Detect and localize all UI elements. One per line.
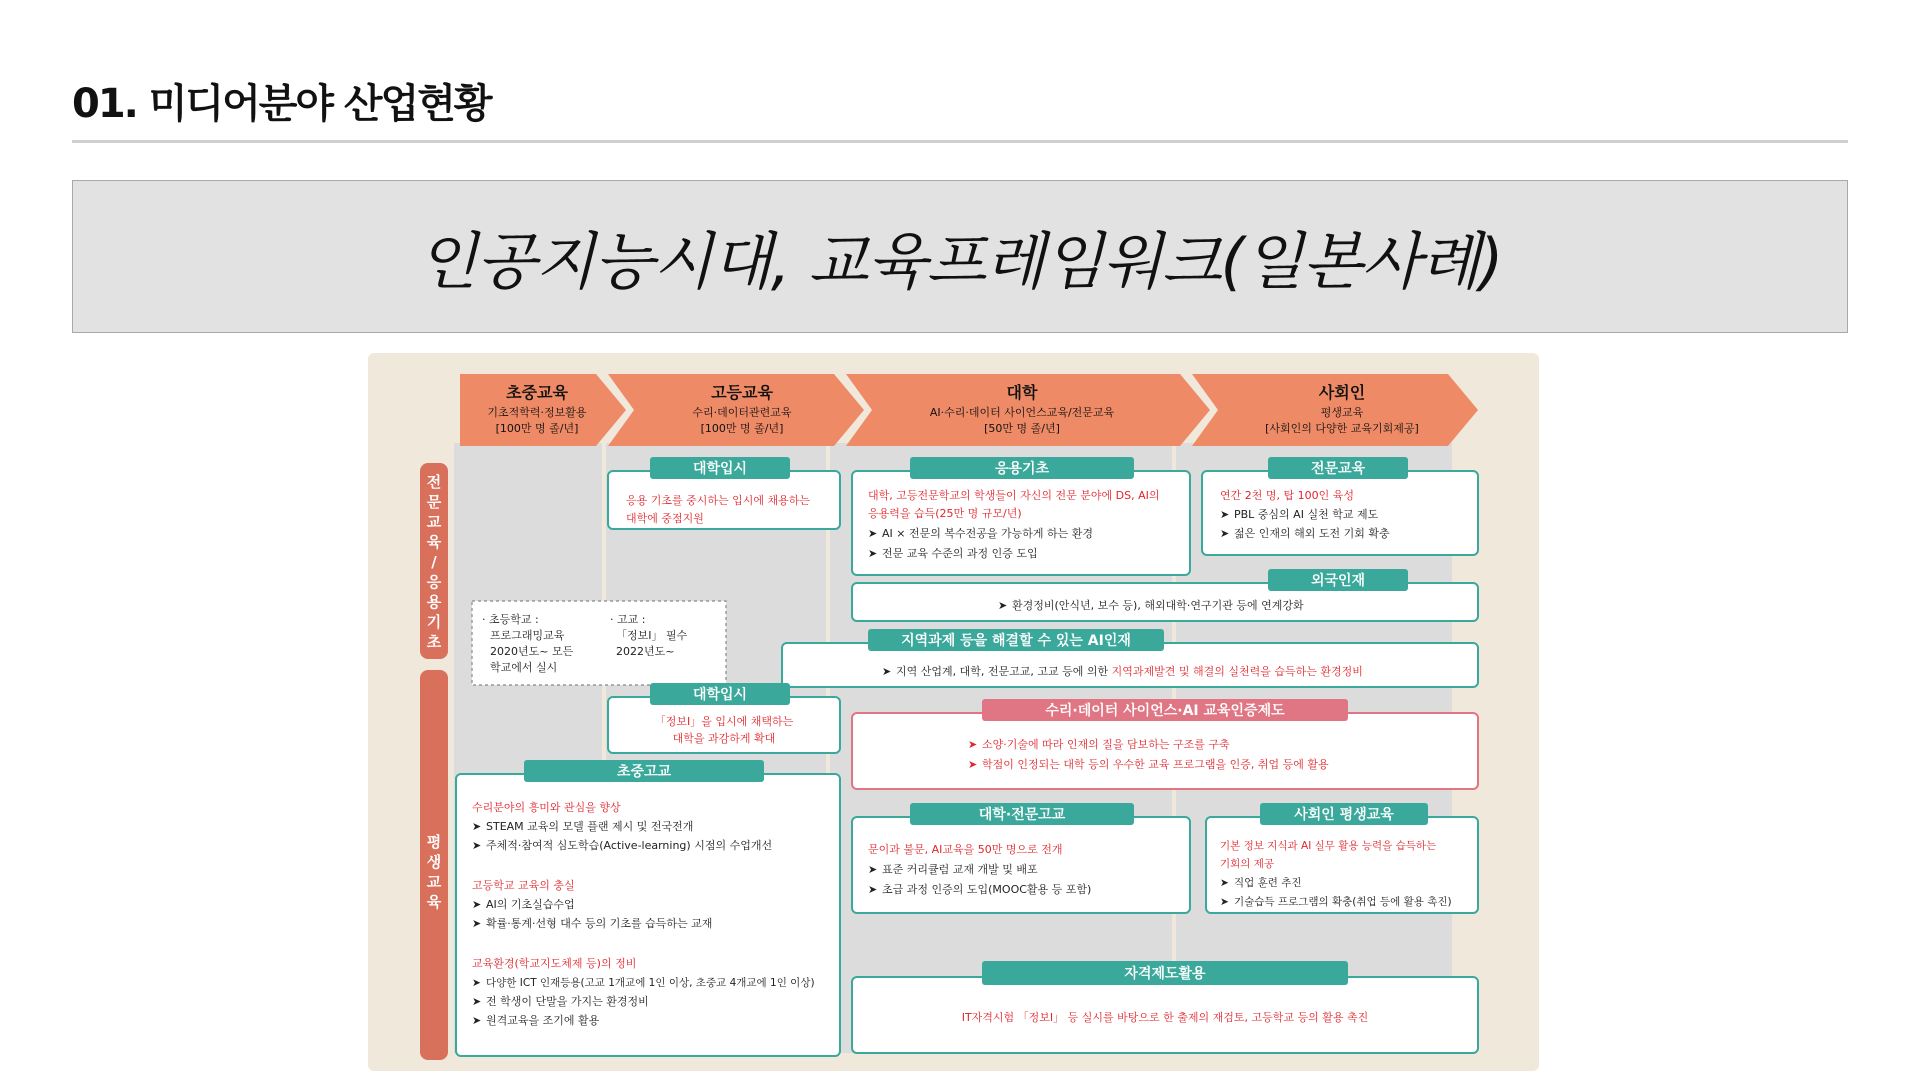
box-heading: 고등학교 교육의 충실 bbox=[472, 879, 575, 892]
tag-regional-ai-talent-label: 지역과제 등을 해결할 수 있는 AI인재 bbox=[901, 633, 1131, 649]
box-certification bbox=[852, 713, 1478, 789]
box-text: 응용 기초를 중시하는 입시에 채용하는 bbox=[626, 494, 811, 507]
box-heading: 수리분야의 흥미와 관심을 향상 bbox=[472, 801, 621, 814]
stage-title: 사회인 bbox=[1318, 383, 1366, 402]
box-text: 대학에 중점지원 bbox=[626, 512, 704, 525]
subtitle-banner bbox=[72, 180, 1848, 333]
box-text: 응용력을 습득(25만 명 규모/년) bbox=[868, 507, 1022, 520]
bullet-icon: ➤ bbox=[472, 995, 482, 1008]
box-text: 확률·통계·선형 대수 등의 기초를 습득하는 교재 bbox=[486, 917, 713, 930]
bullet-icon: ➤ bbox=[472, 839, 482, 852]
box-text bbox=[896, 664, 1363, 678]
tag-univ-technical-label: 대학·전문고교 bbox=[978, 807, 1066, 823]
side-tab-char: 육 bbox=[426, 533, 442, 551]
box-text: 대학을 과감하게 확대 bbox=[672, 732, 776, 745]
note-text: 2022년도~ bbox=[616, 645, 675, 658]
tag-applied-basics-label: 응용기초 bbox=[994, 461, 1050, 477]
side-tab-char: 기 bbox=[426, 613, 442, 631]
box-text-highlight: 지역과제발견 및 해결의 실천력을 습득하는 환경정비 bbox=[1111, 665, 1363, 678]
box-text: 전문 교육 수준의 과정 인증 도입 bbox=[882, 547, 1038, 560]
tag-certification-label: 수리·데이터 사이언스·AI 교육인증제도 bbox=[1045, 703, 1285, 719]
box-text: 전 학생이 단말을 가지는 환경정비 bbox=[486, 995, 649, 1008]
stage-sub: [50만 명 졸/년] bbox=[984, 422, 1060, 435]
side-tab-char: 평 bbox=[426, 833, 442, 851]
side-tab-char: 초 bbox=[426, 633, 442, 651]
title-divider bbox=[72, 140, 1848, 143]
note-text: 학교에서 실시 bbox=[490, 661, 558, 674]
bullet-icon: ➤ bbox=[472, 898, 482, 911]
box-text: 기회의 제공 bbox=[1220, 858, 1275, 870]
tag-qualification-label: 자격제도활용 bbox=[1124, 966, 1206, 982]
bullet-icon: ➤ bbox=[472, 1014, 482, 1027]
box-text: STEAM 교육의 모델 플랜 제시 및 전국전개 bbox=[486, 820, 694, 833]
box-text: 표준 커리큘럼 교재 개발 및 배포 bbox=[882, 863, 1038, 876]
side-tab-char: 응 bbox=[426, 573, 442, 591]
box-text: 「정보Ⅰ」을 입시에 채택하는 bbox=[654, 715, 794, 728]
note-text: 프로그래밍교육 bbox=[490, 629, 565, 642]
page-title: 01. 미디어분야 산업현황 bbox=[72, 81, 491, 127]
bullet-icon: ➤ bbox=[472, 820, 482, 833]
box-text: 다양한 ICT 인재등용(고교 1개교에 1인 이상, 초중교 4개교에 1인 이상) bbox=[486, 977, 815, 989]
box-text: 연간 2천 명, 탑 100인 육성 bbox=[1220, 489, 1354, 502]
box-text-part: 지역 산업계, 대학, 전문고교, 고교 등에 의한 bbox=[896, 665, 1112, 678]
side-tab-char: 문 bbox=[426, 493, 442, 511]
bullet-icon: ➤ bbox=[472, 977, 481, 989]
tag-foreign-talent-label: 외국인재 bbox=[1310, 573, 1366, 589]
side-tab-char: 생 bbox=[426, 853, 442, 871]
note-text: · 고교 : bbox=[610, 613, 646, 626]
tag-k12-label: 초중고교 bbox=[616, 764, 672, 780]
box-text: IT자격시험 「정보Ⅰ」 등 실시를 바탕으로 한 출제의 재검토, 고등학교 등의 활용 촉진 bbox=[961, 1011, 1369, 1024]
box-text: 기술습득 프로그램의 확충(취업 등에 활용 촉진) bbox=[1234, 896, 1452, 908]
stage-sub: 수리·데이터관련교육 bbox=[692, 406, 792, 419]
box-text: 학점이 인정되는 대학 등의 우수한 교육 프로그램을 인증, 취업 등에 활용 bbox=[982, 758, 1329, 771]
bullet-icon: ➤ bbox=[882, 665, 892, 678]
box-text: 주체적·참여적 심도학습(Active-learning) 시점의 수업개선 bbox=[486, 839, 773, 852]
box-text: 환경정비(안식년, 보수 등), 해외대학·연구기관 등에 연계강화 bbox=[1012, 599, 1304, 612]
bullet-icon: ➤ bbox=[1220, 527, 1230, 540]
note-text: 「정보Ⅰ」 필수 bbox=[616, 629, 688, 642]
side-tab-char: 육 bbox=[426, 893, 442, 911]
box-text: 소양·기술에 따라 인재의 질을 담보하는 구조를 구축 bbox=[982, 738, 1230, 751]
stage-sub: 평생교육 bbox=[1320, 406, 1364, 419]
bullet-icon: ➤ bbox=[968, 758, 978, 771]
box-text: 기본 정보 지식과 AI 실무 활용 능력을 습득하는 bbox=[1220, 840, 1437, 852]
box-text: PBL 중심의 AI 실천 학교 제도 bbox=[1234, 508, 1379, 521]
stage-title: 대학 bbox=[1006, 383, 1038, 402]
bullet-icon: ➤ bbox=[472, 917, 482, 930]
stage-sub: 기초적학력·정보활용 bbox=[487, 406, 587, 419]
bullet-icon: ➤ bbox=[1220, 896, 1229, 908]
tag-admission-1-label: 대학입시 bbox=[692, 461, 748, 477]
box-text: 대학, 고등전문학교의 학생들이 자신의 전문 분야에 DS, AI의 bbox=[868, 489, 1160, 502]
tag-specialist-label: 전문교육 bbox=[1310, 461, 1366, 477]
side-tab-char: / bbox=[431, 553, 437, 571]
box-text: AI의 기초실습수업 bbox=[486, 898, 575, 911]
bullet-icon: ➤ bbox=[868, 863, 878, 876]
side-tab-char: 용 bbox=[426, 593, 442, 611]
stage-title: 초중교육 bbox=[506, 383, 568, 402]
box-text: AI × 전문의 복수전공을 가능하게 하는 환경 bbox=[882, 527, 1093, 540]
bullet-icon: ➤ bbox=[868, 883, 878, 896]
note-text: 2020년도~ 모든 bbox=[490, 645, 574, 658]
stage-sub: [100만 명 졸/년] bbox=[495, 422, 579, 435]
stage-sub: [사회인의 다양한 교육기회제공] bbox=[1265, 422, 1419, 435]
box-text: 원격교육을 조기에 활용 bbox=[486, 1014, 600, 1027]
box-text: 직업 훈련 추진 bbox=[1234, 877, 1302, 889]
box-text: 젊은 인재의 해외 도전 기회 확충 bbox=[1234, 527, 1390, 540]
box-text: 문이과 불문, AI교육을 50만 명으로 전개 bbox=[868, 843, 1063, 856]
side-tab-char: 교 bbox=[426, 513, 442, 531]
stage-sub: AI·수리·데이터 사이언스교육/전문교육 bbox=[929, 406, 1115, 419]
tag-admission-2-label: 대학입시 bbox=[692, 687, 748, 703]
bullet-icon: ➤ bbox=[968, 738, 978, 751]
bullet-icon: ➤ bbox=[868, 547, 878, 560]
stage-title: 고등교육 bbox=[711, 383, 773, 402]
bullet-icon: ➤ bbox=[998, 599, 1008, 612]
stage-sub: [100만 명 졸/년] bbox=[700, 422, 784, 435]
box-text: 초급 과정 인증의 도입(MOOC활용 등 포함) bbox=[882, 883, 1092, 896]
note-text: · 초등학교 : bbox=[482, 613, 539, 626]
bullet-icon: ➤ bbox=[868, 527, 878, 540]
bullet-icon: ➤ bbox=[1220, 877, 1229, 889]
subtitle-text: 인공지능시대, 교육프레임워크(일본사례) bbox=[417, 225, 1503, 298]
tag-adult-lifelong-label: 사회인 평생교육 bbox=[1294, 807, 1394, 823]
framework-diagram bbox=[362, 347, 1545, 1077]
box-heading: 교육환경(학교지도체제 등)의 정비 bbox=[472, 957, 637, 970]
bullet-icon: ➤ bbox=[1220, 508, 1230, 521]
side-tab-char: 교 bbox=[426, 873, 442, 891]
side-tab-char: 전 bbox=[426, 473, 442, 491]
